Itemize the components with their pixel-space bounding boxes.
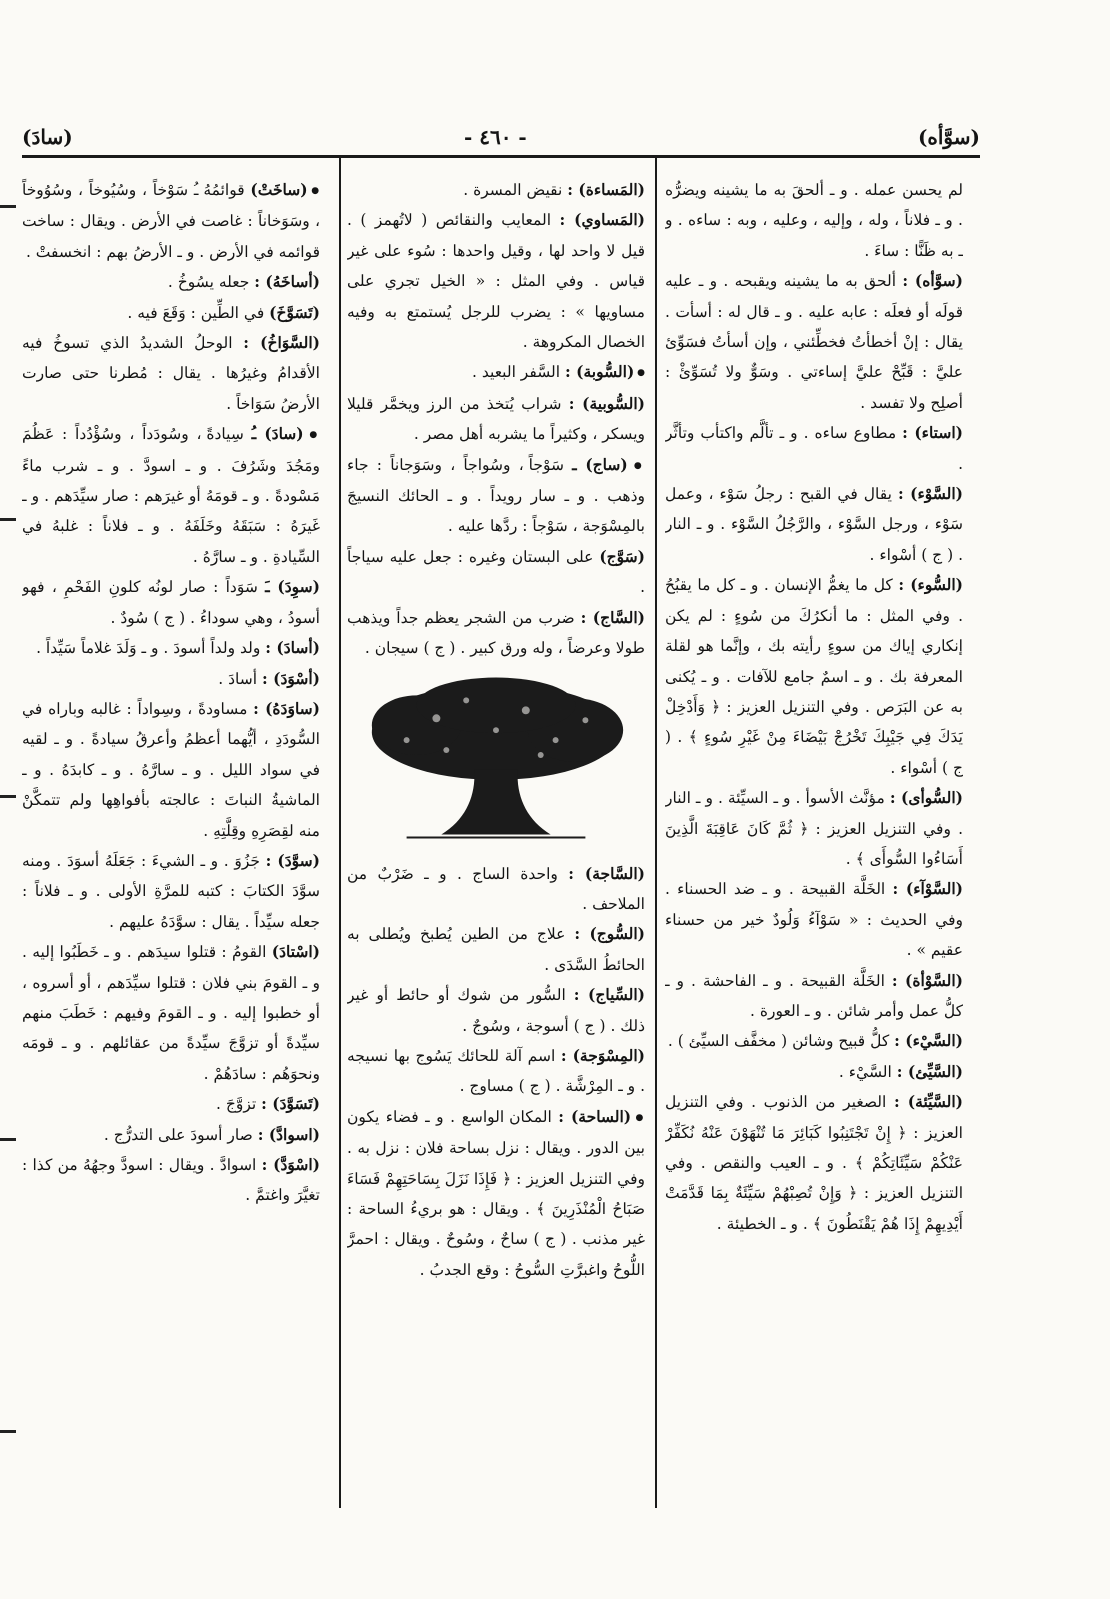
definition-text: مؤنَّث الأسوأ . و ـ السيِّئة . و ـ النار . وفي التنزيل العزيز : ﴿ ثُمَّ كَانَ عَاقِبَةَ الَّذِينَ أَسَاءُوا السُّوأَى ﴾ . [665,789,963,868]
headword: (اسْوَدَّ) : [261,1155,320,1174]
dictionary-entry [347,919,645,980]
column-divider-left [339,158,341,1508]
headword: (سوِدَ) ـَ [265,577,320,597]
definition-text: واحدة الساج . و ـ ضَرْبٌ من الملاحف . [347,864,645,913]
margin-mark [0,1430,16,1433]
headword: (أساخَهُ) : [254,272,320,292]
dictionary-entry [22,267,320,297]
dictionary-entry [22,937,320,1089]
headword: (سادَ) ـُ [251,424,304,444]
definition-text: في الطِّين : وَقَعَ فيه . [127,303,265,322]
headword: (السَّاج) : [580,607,645,627]
definition-text: سَوْجاً ، وسُواجاً ، وسَوَجاناً : جاء وذهب . و ـ سار رويداً . و ـ الحائك النسيجَ بالمِسْوَجة ، سَوْجاً : ردَّها عليه . [347,455,645,536]
dictionary-entry [22,633,320,663]
definition-text: صار أسودَ على التدرُّج . [103,1125,253,1144]
dictionary-entry [22,419,320,572]
headword: (ساخَتْ) [250,180,308,199]
right-guide-word: (سوَّأه) [917,125,980,149]
dictionary-entry [347,859,645,920]
margin-mark [0,518,16,521]
headword: (ساج) ـ [572,454,628,474]
definition-text: الصغير من الذنوب . وفي التنزيل العزيز : ﴿ إِنْ تَجْتَنِبُوا كَبَائِرَ مَا تُنْهَوْنَ عَنْهُ نُكَفِّرْ عَنْكُمْ سَيِّئَاتِكُمْ ﴾ . و ـ العيب والنقص . وفي التنزيل العزيز : ﴿ وَإِنْ تُصِبْهُمْ سَيِّئَةٌ بِمَا قَدَّمَتْ أَيْدِيهِمْ إِذَا هُمْ يَقْنَطُونَ ﴾ . و ـ الخطيئة . [665,1093,963,1233]
headword: (اسْتادَ) [271,942,320,962]
definition-text: يقال في القبح : رجلُ سَوْء ، وعمل سَوْء ، ورجل السَّوْء ، والرَّجُلُ السَّوْء . و ـ النار . ( ج ) أسْواء . [665,485,963,564]
definition-text: ولد ولداً أسودَ . و ـ وَلَدَ غلاماً سَيِّداً . [36,639,261,658]
headword: (تَسَوَّخَ) [269,302,320,322]
headword: (أسْوَدَ) : [262,668,320,688]
dictionary-entry [22,1150,320,1211]
headword: (سَوَّج) [599,546,645,566]
sag-tree-illustration [347,670,645,845]
definition-text: قوائمُهُ ـُ سَوْخاً ، وسُيُوخاً ، وسُوُوخاً ، وسَوَخاناً : غاصت في الأرض . ويقال : ساخت قوائمه في الأرض . و ـ الأرضُ بهم : انخسفتْ . [22,181,320,261]
definition-text: شراب يُتخذ من الرز ويخمَّر قليلا ويسكر ، وكثيراً ما يشربه أهل مصر . [347,394,645,444]
definition-text: كلُّ قبيح وشائن ( مخفَّف السيِّئ ) . [667,1032,890,1051]
column-right [665,175,963,1515]
left-guide-word: (سادَ) [22,125,73,149]
dictionary-entry [665,570,963,783]
dictionary-entry [665,479,963,570]
margin-mark [0,205,16,208]
definition-text: أسادَ . [218,669,258,688]
definition-text: نقيض المسرة . [463,181,563,199]
dictionary-entry [665,1087,963,1239]
headword: (السُّوء) : [898,575,963,595]
definition-text: ضرب من الشجر يعظم جداً ويذهب طولا وعرضاً ، وله ورق كبير . ( ج ) سيجان . [347,608,645,658]
headword: (سوَّدَ) : [265,850,320,870]
dictionary-entry [347,357,645,388]
dictionary-entry [347,389,645,450]
headword: (السُّوأى) : [889,788,963,808]
column-middle [347,175,645,1515]
headword: (السِّياج) : [573,985,645,1005]
dictionary-entry [347,450,645,542]
definition-text: كل ما يغمُّ الإنسان . و ـ كل ما يقبُحُ . وفي المثل : ما أنكرُكَ من سُوءٍ : لم يكن إنكاري إياك من سوءٍ رأيته بك ، وإنَّما هو لقلة المعرفة بك . و ـ اسمٌ جامع للآفات . و ـ يُكنى به عن البَرَص . وفي التنزيل العزيز : ﴿ وَأَدْخِلْ يَدَكَ فِي جَيْبِكَ تَخْرُجْ بَيْضَاءَ مِنْ غَيْرِ سُوءٍ ﴾ . ( ج ) أسْواء . [665,576,963,777]
headword: (الساحة) : [558,1106,632,1126]
definition-text: مساودةً ، وسِواداً : غالبه وباراه في السُّودَدِ ، أيُّهما أعظمُ وأعرقُ سيادةً . و ـ لقيه في سواد الليل . و ـ سارَّهُ . و ـ كابدَهُ . و ـ الماشيةُ النباتَ : عالجته بأفواهِها ولم تتمكَّنْ منه لقِصَرِهِ وقِلَّتِهِ . [22,699,320,840]
headword: (السَّيْء) : [894,1031,963,1051]
dictionary-entry [22,572,320,633]
definition-text: الخَلَّة القبيحة . و ـ ضد الحسناء . وفي الحديث : « سَوْآءُ وَلُودٌ خير من حسناء عقيم » . [665,880,963,960]
dictionary-entry [665,783,963,874]
dictionary-entry [665,175,963,266]
definition-text: مطاوع ساءه . و ـ تألَّم واكتأب وتأثَّر . [665,424,963,473]
dictionary-entry [22,328,320,419]
definition-text: اسم آلة للحائك يَسُوج بها نسيجه . و ـ المِرْشَّة . ( ج ) مساوج . [347,1046,645,1096]
dictionary-entry [665,874,963,965]
dictionary-entry [347,1041,645,1102]
dictionary-entry [22,846,320,937]
dictionary-entry [347,175,645,205]
definition-text: القومُ : قتلوا سيدَهم . و ـ خَطَبُوا إليه . و ـ القومَ بني فلان : قتلوا سيِّدَهم ، أو أسروه ، أو خطبوا إليه . و ـ القومَ وفيهم : خَطَبَ منهم سيِّدةً أو تزوَّجَ سيِّدةً من عقائلهم . و ـ قومَه ونحوَهُم : سادَهُمْ . [22,943,320,1083]
definition-text: علاج من الطين يُطبخ ويُطلى به الحائطُ السَّدَى . [347,925,645,974]
headword: (السَّوْآء) : [892,879,963,899]
dictionary-entry [665,1057,963,1087]
definition-text: جَزُوَ . و ـ الشيءَ : جَعَلَهُ أسوَدَ . ومنه سوَّدَ الكتابَ : كتبه للمرَّةِ الأولى . و ـ فلاناً : جعله سيِّداً . يقال : سوَّدَهُ عليهم . [22,851,320,931]
dictionary-entry [22,1089,320,1119]
headword: (المَساوي) : [559,210,645,230]
headword: (اسوادَّ) : [257,1124,320,1144]
definition-text: المعايب والنقائص ( لاتُهمز ) . قيل لا واحد لها ، وقيل واحدها : سُوء على غير قياس . وفي المثل : « الخيل تجري على مساويها » : يضرب للرجل يُستمتع به وفيه الخصال المكروهة . [347,211,645,352]
definition-text: سَوَداً : صار لونُه كلونِ الفَحْمِ ، فهو أسودُ ، وهي سوداءُ . ( ج ) سُودٌ . [22,578,320,627]
column-left [22,175,320,1515]
headword: (السُّوج) : [574,924,645,944]
headword: (المِسْوَجة) : [560,1045,645,1065]
definition-text: لم يحسن عمله . و ـ ألحقَ به ما يشينه ويضرُّه . و ـ فلاناً ، وله ، وإليه ، وعليه ، وبه : ساءه . و ـ به ظَنًّا : ساءَ . [665,181,963,260]
definition-text: السَّيْء . [838,1062,892,1081]
headword: (ساوَدَهُ) : [253,698,320,718]
headword: (السَّيِّئة) : [893,1092,963,1112]
definition-text: المكان الواسع . و ـ فضاء يكون بين الدور . ويقال : نزل بساحة فلان : نزل به . وفي التنزيل العزيز : ﴿ فَإِذَا نَزَلَ بِسَاحَتِهِمْ فَسَاءَ صَبَاحُ الْمُنْذَرِينَ ﴾ . ويقال : هو بريءُ الساحة : غير مذنب . ( ج ) ساحٌ ، وسُوحٌ . ويقال : احمرَّ اللُّوحُ واغبرَّتِ السُّوحُ : وقع الجدبُ . [347,1107,645,1279]
definition-text: سِيادةً ، وسُودَداً ، وسُؤْدُداً : عَظُمَ ومَجُدَ وشَرُفَ . و ـ اسودَّ . و ـ شرب ماءً مَسْودةً . و ـ قومَهُ أو غيرَهم : صار سيِّدَهم . و ـ غَيرَهُ : سَبَقَهُ وخَلَفَهُ . و ـ فلاناً : غلبهُ في السِّيادةِ . و ـ سارَّهُ . [22,425,320,566]
headword: (السُّوبية) : [568,393,645,413]
headword: (السَّوْء) : [897,484,963,504]
dictionary-entry [22,298,320,328]
dictionary-entry [347,205,645,357]
definition-text: على البستان وغيره : جعل عليه سياجاً . [347,547,645,597]
dictionary-entry [665,418,963,479]
margin-mark [0,1138,16,1141]
definition-text: جعله يسُوخُ . [167,273,250,292]
margin-mark [0,795,16,798]
headword: (السَّوَاخُ) : [243,333,320,353]
dictionary-entry [665,1026,963,1056]
headword: (تَسَوَّدَ) : [261,1094,320,1114]
tree-figure [347,670,645,845]
definition-text: السَّفر البعيد . [472,363,561,382]
dictionary-entry [347,542,645,603]
dictionary-entry [347,980,645,1041]
definition-text: ألحق به ما يشينه ويقبحه . و ـ عليه قولَه أو فعلَه : عابه عليه . و ـ قال له : أسأت . يقال : إنْ أخطأتُ فخطِّئني ، وإن أسأتُ فسَوِّئ عليَّ : قَبِّحْ عليَّ إساءتي . وسَوٌّ ولا تُسَوِّئْ : أصلِح ولا تفسد . [665,272,963,412]
column-divider-right [655,158,657,1508]
definition-text: السُّور من شوك أو حائط أو غير ذلك . ( ج ) أسوجة ، وسُوجٌ . [347,986,645,1035]
dictionary-entry [665,266,963,418]
dictionary-entry [22,694,320,846]
page-number: - ٤٦٠ - [463,125,527,149]
headword: (السُّوبة) : [565,362,635,382]
dictionary-entry [665,966,963,1027]
dictionary-entry [347,603,645,664]
definition-text: الخَلَّة القبيحة . و ـ الفاحشة . و ـ كلُّ عمل وأمر شائن . و ـ العورة . [665,971,963,1020]
page-header [22,120,980,154]
definition-text: تزوَّجَ . [216,1095,257,1114]
headword: (السَّوْأة) : [891,970,963,990]
dictionary-entry [22,664,320,694]
headword: (سوَّأه) : [902,271,963,291]
headword: (السَّاجة) : [568,863,645,883]
dictionary-entry [347,1102,645,1285]
headword: (المَساءة) : [567,180,645,199]
headword: (السَّيِّئ) : [896,1061,963,1081]
headword: (أسادَ) : [265,638,320,658]
dictionary-entry [22,1120,320,1150]
dictionary-entry [22,175,320,267]
definition-text: الوحلُ الشديدُ الذي تسوخُ فيه الأقدامُ وغيرُها . يقال : مُطرنا حتى صارت الأرضُ سَوَاخاً . [22,334,320,413]
headword: (استاء) : [902,423,963,443]
header-rule [22,155,980,158]
definition-text: اسوادَّ . ويقال : اسودَّ وجهُهُ من كذا : تغيَّرَ واغتمَّ . [22,1156,320,1205]
